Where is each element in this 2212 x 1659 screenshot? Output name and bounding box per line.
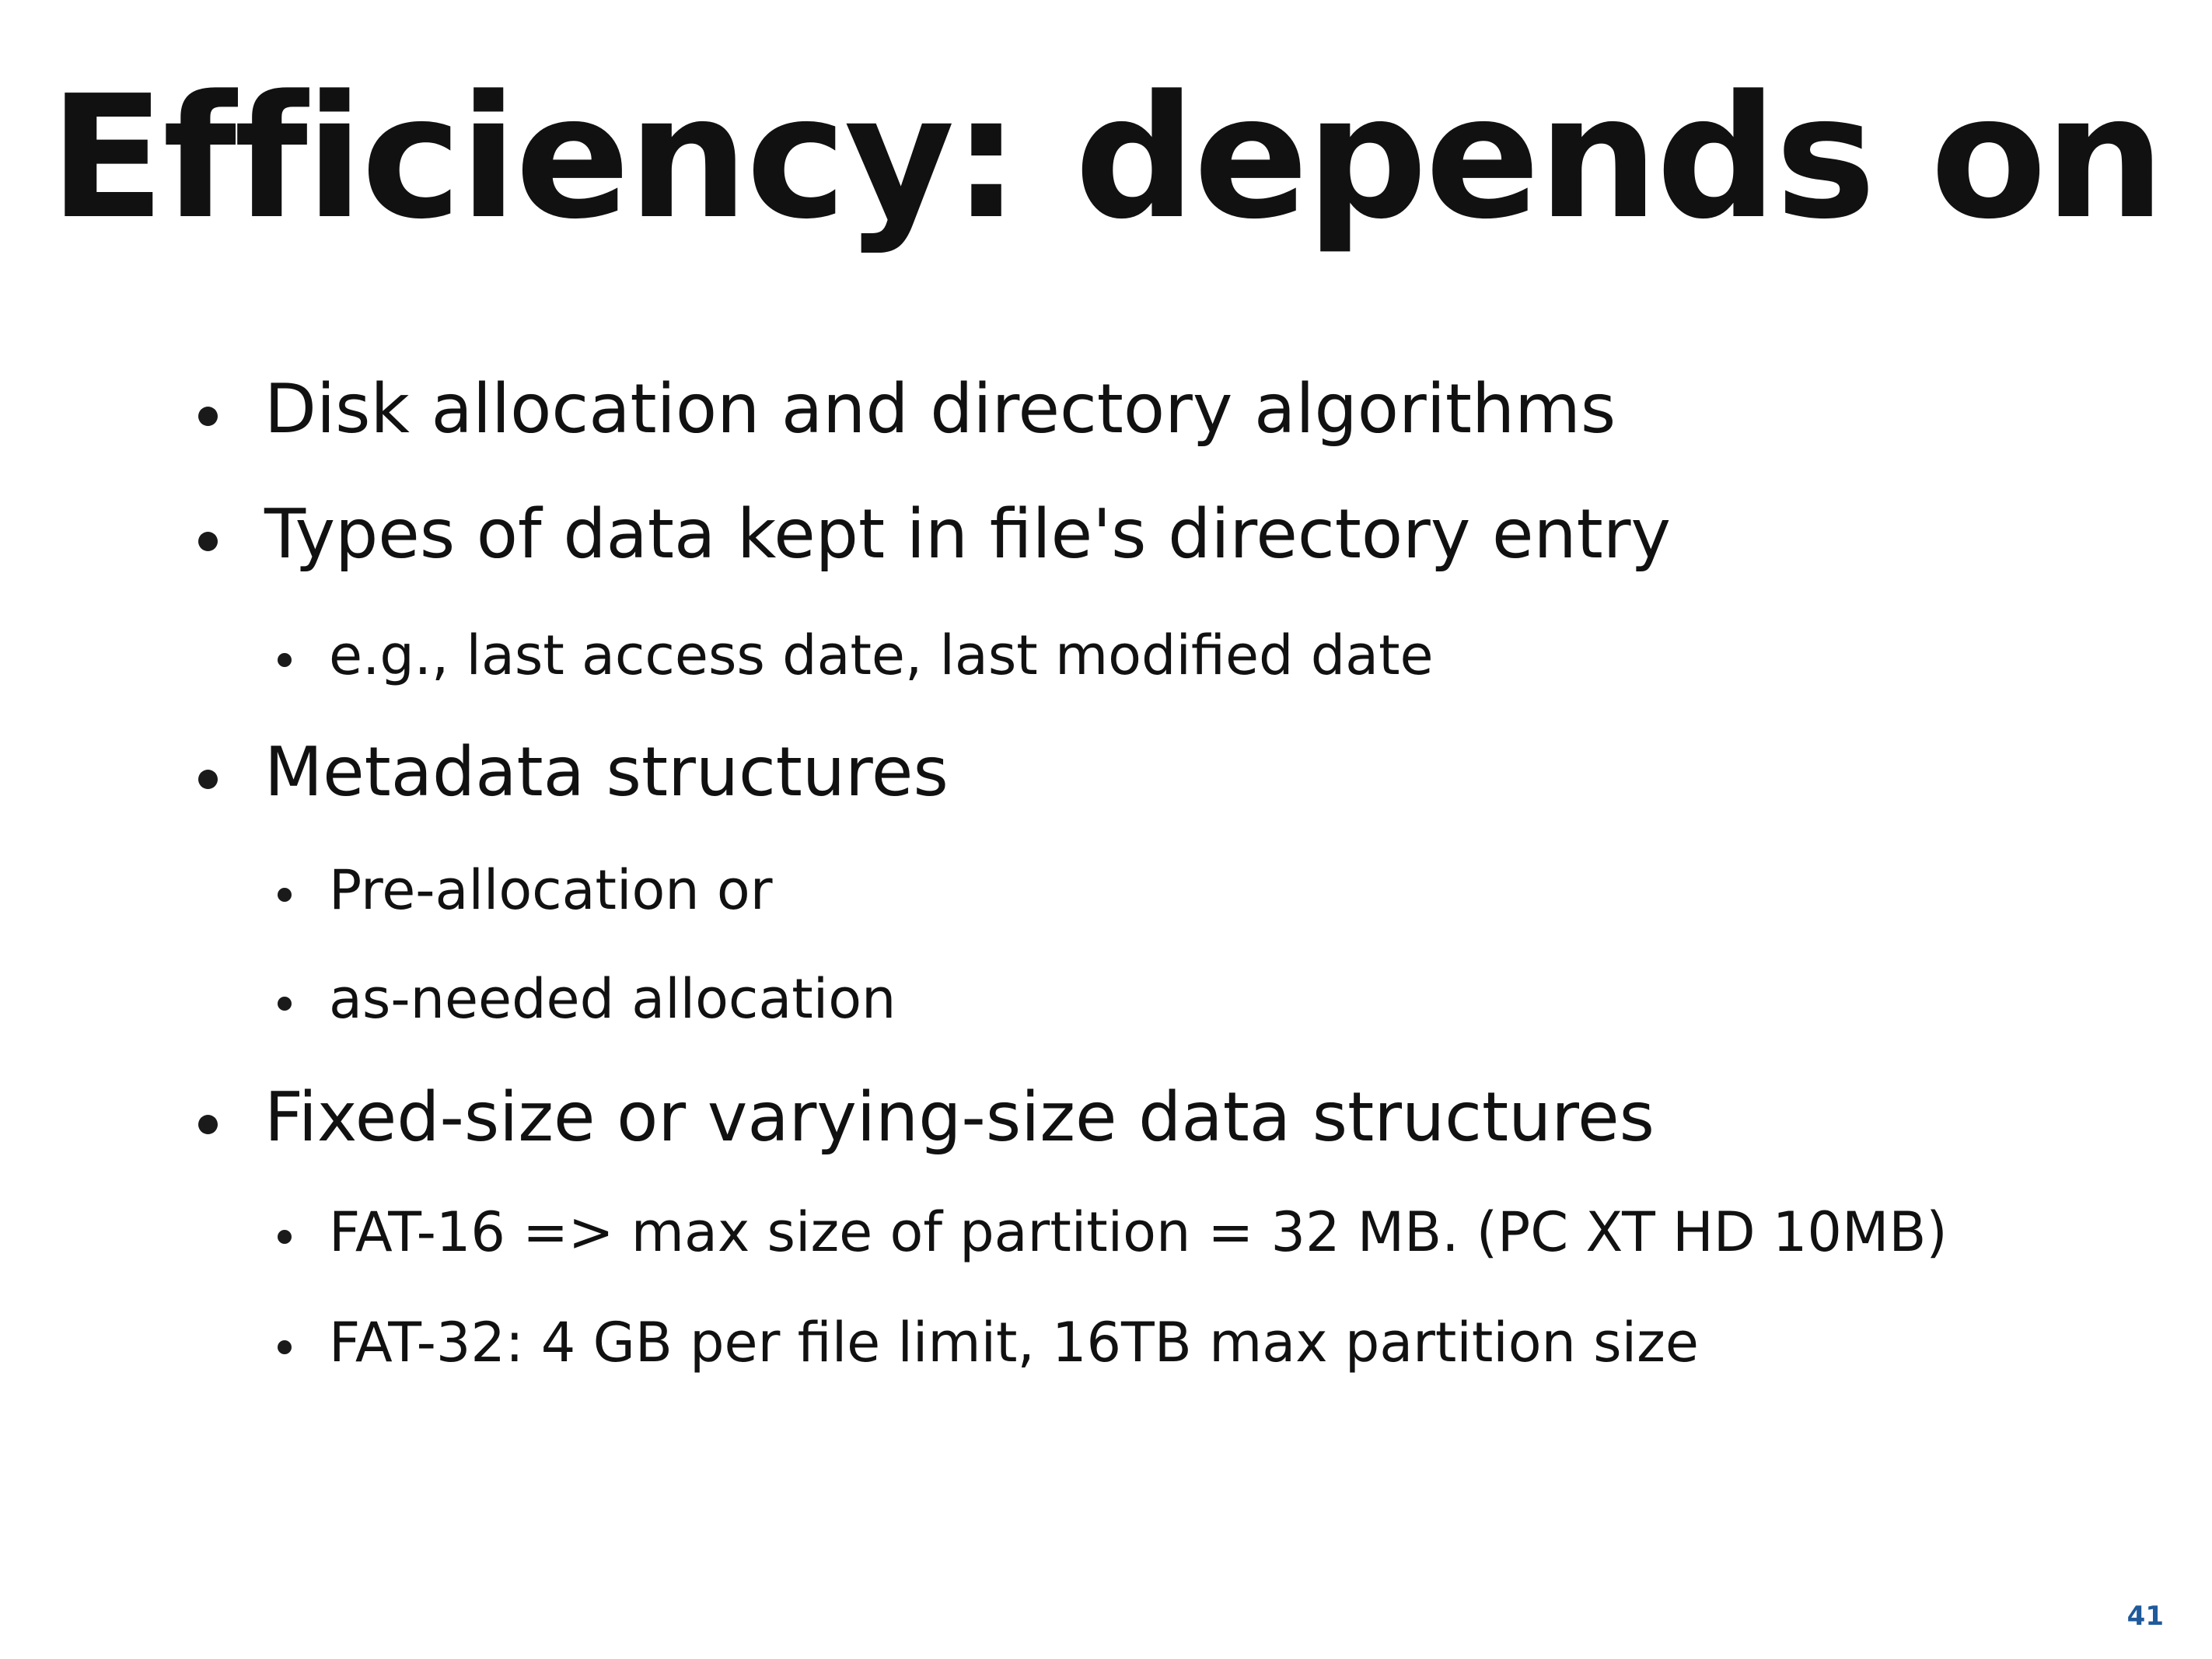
bullet-dot-icon <box>198 407 218 426</box>
bullet-text: Disk allocation and directory algorithms <box>264 369 1616 449</box>
sub-bullet-dot-icon <box>278 1230 292 1244</box>
slide-title: Efficiency: depends on <box>49 60 2163 257</box>
bullet-item <box>264 732 949 812</box>
bullet-text: Fixed-size or varying-size data structures <box>264 1077 1655 1157</box>
sub-bullet-item <box>329 858 773 922</box>
bullet-dot-icon <box>198 532 218 551</box>
bullet-item <box>264 494 1671 574</box>
sub-bullet-item <box>329 967 896 1031</box>
sub-bullet-item <box>329 623 1434 687</box>
bullet-text: Metadata structures <box>264 732 949 812</box>
bullet-item <box>264 369 1616 449</box>
sub-bullet-item <box>329 1200 1948 1264</box>
bullet-dot-icon <box>198 1115 218 1134</box>
sub-bullet-dot-icon <box>278 888 292 902</box>
sub-bullet-dot-icon <box>278 1340 292 1354</box>
sub-bullet-text: e.g., last access date, last modified date <box>329 623 1434 687</box>
sub-bullet-dot-icon <box>278 997 292 1011</box>
bullet-dot-icon <box>198 770 218 789</box>
sub-bullet-dot-icon <box>278 653 292 667</box>
sub-bullet-item <box>329 1311 1699 1374</box>
page-number: 41 <box>2126 1601 2164 1632</box>
sub-bullet-text: FAT-32: 4 GB per file limit, 16TB max partition size <box>329 1311 1699 1374</box>
bullet-text: Types of data kept in file's directory entry <box>264 494 1671 574</box>
sub-bullet-text: FAT-16 => max size of partition = 32 MB. (PC XT HD 10MB) <box>329 1200 1948 1264</box>
bullet-item <box>264 1077 1655 1157</box>
sub-bullet-text: as-needed allocation <box>329 967 896 1031</box>
sub-bullet-text: Pre-allocation or <box>329 858 773 922</box>
